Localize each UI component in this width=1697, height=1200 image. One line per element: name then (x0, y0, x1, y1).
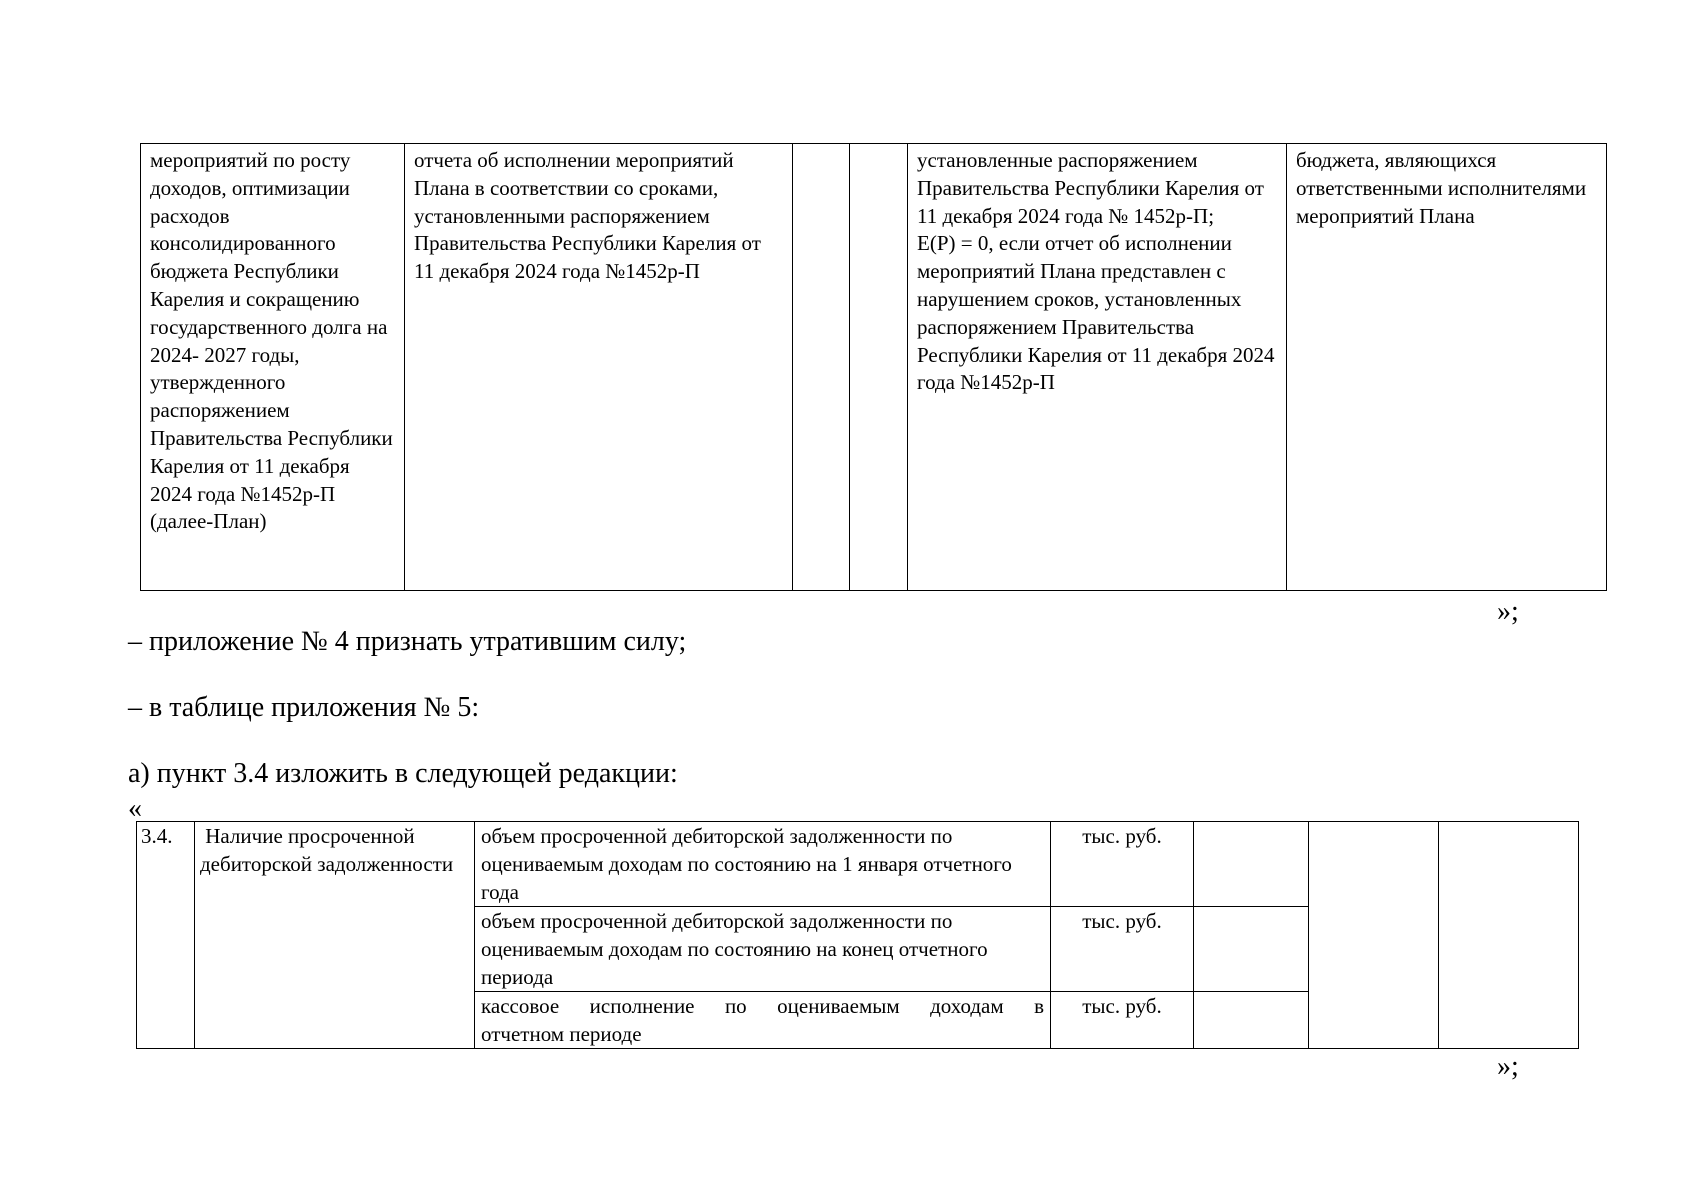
description-cell: объем просроченной дебиторской задолженности по оцениваемым доходам по состоянию на 1 января отчетного года (475, 822, 1051, 907)
description-cell: объем просроченной дебиторской задолженности по оцениваемым доходам по состоянию на конец отчетного периода (475, 907, 1051, 992)
item-number: 3.4. (137, 822, 195, 1049)
description-line: кассовое исполнение по оцениваемым доходам в (481, 994, 1044, 1018)
table-cell-measures: мероприятий по росту доходов, оптимизации расходов консолидированного бюджета Республики Карелия и сокращению государственного долга на 2024- 2027 годы, утвержденного распоряжением Правительства Республики Карелия от 11 декабря 2024 года №1452р-П (далее-План) (141, 144, 405, 591)
indicator-name: Наличие просроченной дебиторской задолженности (195, 822, 475, 1049)
unit-cell: тыс. руб. (1051, 822, 1194, 907)
value-cell (1194, 907, 1309, 992)
closing-quote: »; (1497, 1051, 1519, 1082)
table-cell-report: отчета об исполнении мероприятий Плана в соответствии со сроками, установленными распоряжением Правительства Республики Карелия от 11 декабря 2024 года №1452р-П (405, 144, 793, 591)
value-cell (1439, 822, 1579, 1049)
table-cell-empty (850, 144, 908, 591)
table-row (137, 822, 1579, 907)
value-cell (1309, 822, 1439, 1049)
table-row (141, 144, 1607, 591)
table-cell-empty (793, 144, 850, 591)
paragraph-appendix-4: – приложение № 4 признать утратившим силу; (128, 626, 687, 657)
paragraph-appendix-5: – в таблице приложения № 5: (128, 692, 480, 723)
opening-quote: « (128, 793, 142, 824)
continuation-table (140, 143, 1607, 591)
table-cell-executors: бюджета, являющихся ответственными исполнителями мероприятий Плана (1287, 144, 1607, 591)
item-3-4-table (136, 821, 1579, 1049)
value-cell (1194, 992, 1309, 1049)
unit-cell: тыс. руб. (1051, 992, 1194, 1049)
paragraph-point-3-4: а) пункт 3.4 изложить в следующей редакции: (128, 758, 678, 789)
unit-cell: тыс. руб. (1051, 907, 1194, 992)
description-cell (475, 992, 1051, 1049)
table-cell-formula: установленные распоряжением Правительства Республики Карелия от 11 декабря 2024 года № 1452р-П; E(P) = 0, если отчет об исполнении мероприятий Плана представлен с нарушением сроков, установленных распоряжением Правительства Республики Карелия от 11 декабря 2024 года №1452р-П (908, 144, 1287, 591)
value-cell (1194, 822, 1309, 907)
description-line: отчетном периоде (481, 1022, 642, 1046)
closing-quote: »; (1497, 596, 1519, 627)
